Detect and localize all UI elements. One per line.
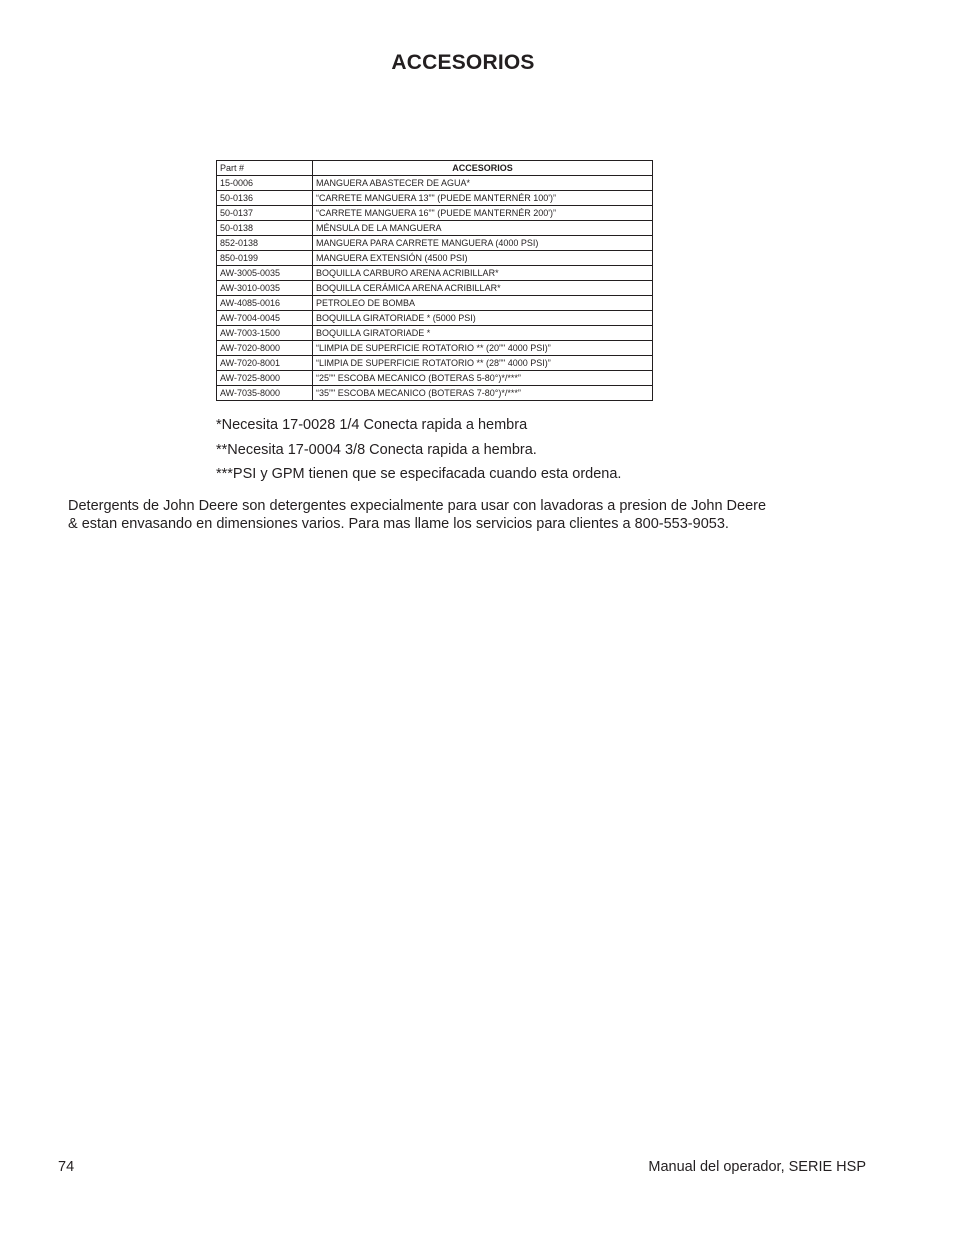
description-cell: “CARRETE MANGUERA 13”" (PUEDE MANTERNÉR 100')” xyxy=(313,191,653,206)
part-number-cell: 852-0138 xyxy=(217,236,313,251)
table-header-row xyxy=(217,161,653,176)
detergent-paragraph xyxy=(68,497,828,533)
part-number-cell: AW-3010-0035 xyxy=(217,281,313,296)
table-row xyxy=(217,236,653,251)
table-row xyxy=(217,176,653,191)
table-row xyxy=(217,251,653,266)
table-row xyxy=(217,371,653,386)
table-row xyxy=(217,281,653,296)
page-title: ACCESORIOS xyxy=(391,51,535,74)
column-header-accessories: ACCESORIOS xyxy=(313,161,653,176)
page-number: 74 xyxy=(58,1159,75,1175)
part-number-cell: 50-0137 xyxy=(217,206,313,221)
table-row xyxy=(217,326,653,341)
description-cell: “35”" ESCOBA MECANICO (BOTERAS 7-80°)*/***” xyxy=(313,386,653,401)
part-number-cell: AW-7004-0045 xyxy=(217,311,313,326)
part-number-cell: AW-7020-8000 xyxy=(217,341,313,356)
paragraph-line: Detergents de John Deere son detergentes expecialmente para usar con lavadoras a presion de John Deere xyxy=(68,498,767,514)
table-row xyxy=(217,191,653,206)
part-number-cell: AW-7035-8000 xyxy=(217,386,313,401)
part-number-cell: AW-7025-8000 xyxy=(217,371,313,386)
description-cell: BOQUILLA GIRATORIADE * (5000 PSI) xyxy=(313,311,653,326)
footnote-triple-asterisk: ***PSI y GPM tienen que se especifacada cuando esta ordena. xyxy=(216,466,622,482)
footnote-single-asterisk: *Necesita 17-0028 1/4 Conecta rapida a hembra xyxy=(216,417,528,433)
table-row xyxy=(217,221,653,236)
part-number-cell: AW-3005-0035 xyxy=(217,266,313,281)
part-number-cell: AW-4085-0016 xyxy=(217,296,313,311)
description-cell: MANGUERA EXTENSIÓN (4500 PSI) xyxy=(313,251,653,266)
footer-manual-title: Manual del operador, SERIE HSP xyxy=(648,1159,866,1175)
description-cell: BOQUILLA CERÁMICA ARENA ACRIBILLAR* xyxy=(313,281,653,296)
description-cell: MANGUERA ABASTECER DE AGUA* xyxy=(313,176,653,191)
description-cell: MÉNSULA DE LA MANGUERA xyxy=(313,221,653,236)
description-cell: “LIMPIA DE SUPERFICIE ROTATORIO ** (28”" 4000 PSI)” xyxy=(313,356,653,371)
table-row xyxy=(217,266,653,281)
description-cell: BOQUILLA GIRATORIADE * xyxy=(313,326,653,341)
footnote-double-asterisk: **Necesita 17-0004 3/8 Conecta rapida a hembra. xyxy=(216,441,537,458)
part-number-cell: AW-7003-1500 xyxy=(217,326,313,341)
table-row xyxy=(217,296,653,311)
part-number-cell: 50-0136 xyxy=(217,191,313,206)
description-cell: “LIMPIA DE SUPERFICIE ROTATORIO ** (20”" 4000 PSI)” xyxy=(313,341,653,356)
table-row xyxy=(217,311,653,326)
part-number-cell: AW-7020-8001 xyxy=(217,356,313,371)
description-cell: “CARRETE MANGUERA 16”" (PUEDE MANTERNÉR 200')” xyxy=(313,206,653,221)
part-number-cell: 50-0138 xyxy=(217,221,313,236)
description-cell: MANGUERA PARA CARRETE MANGUERA (4000 PSI) xyxy=(313,236,653,251)
footnotes xyxy=(216,418,621,492)
description-cell: “25”" ESCOBA MECANICO (BOTERAS 5-80°)*/***” xyxy=(313,371,653,386)
table-row xyxy=(217,206,653,221)
table-body xyxy=(217,176,653,401)
description-cell: PETROLEO DE BOMBA xyxy=(313,296,653,311)
table-row xyxy=(217,356,653,371)
table-row xyxy=(217,341,653,356)
paragraph-line: & estan envasando en dimensiones varios. Para mas llame los servicios para clientes a 800-553-9053. xyxy=(68,516,729,532)
column-header-part-number: Part # xyxy=(217,161,313,176)
accessories-table xyxy=(216,160,653,401)
description-cell: BOQUILLA CARBURO ARENA ACRIBILLAR* xyxy=(313,266,653,281)
table-row xyxy=(217,386,653,401)
part-number-cell: 850-0199 xyxy=(217,251,313,266)
part-number-cell: 15-0006 xyxy=(217,176,313,191)
